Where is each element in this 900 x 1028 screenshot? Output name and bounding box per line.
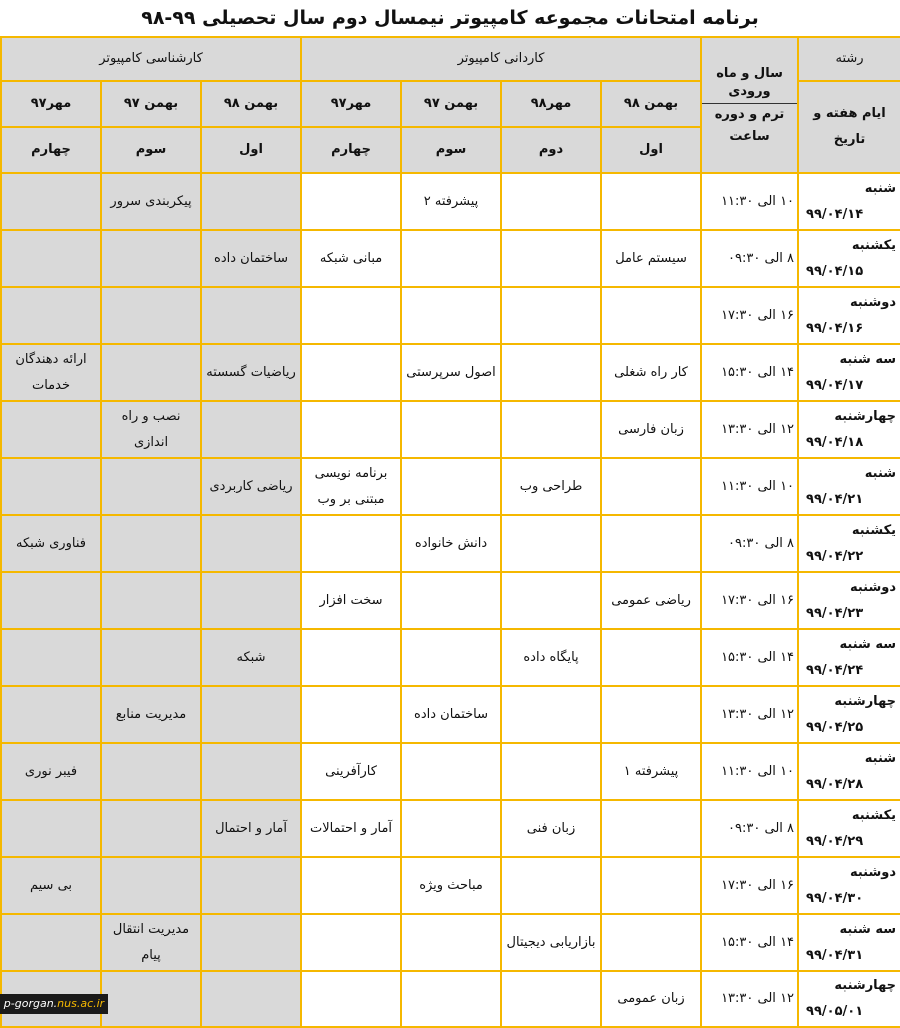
- day-date-cell: [798, 515, 900, 572]
- table-row: [1, 629, 900, 686]
- day-date-cell: [798, 173, 900, 230]
- term-header: چهارم: [301, 127, 401, 173]
- table-row: [1, 857, 900, 914]
- course-cell: [601, 800, 701, 857]
- exam-time: ۱۴ الی ۱۵:۳۰: [701, 629, 798, 686]
- course-cell: [601, 914, 701, 971]
- course-cell: [1, 230, 101, 287]
- course-cell: [101, 287, 201, 344]
- day-date-cell: [798, 800, 900, 857]
- exam-time: ۱۲ الی ۱۳:۳۰: [701, 971, 798, 1027]
- course-cell: مدیریت انتقال پیام: [101, 914, 201, 971]
- entry-header: مهر۹۸: [501, 81, 601, 127]
- course-cell: زبان فارسی: [601, 401, 701, 458]
- course-cell: [201, 743, 301, 800]
- kardani-header: کاردانی کامپیوتر: [301, 37, 701, 81]
- course-cell: [401, 800, 501, 857]
- course-cell: [501, 572, 601, 629]
- course-cell: [601, 515, 701, 572]
- course-cell: پیشرفته ۲: [401, 173, 501, 230]
- day-name: دوشنبه: [849, 579, 897, 595]
- exam-date: ۹۹/۰۴/۱۴: [806, 206, 864, 222]
- course-cell: [501, 971, 601, 1027]
- exam-time: ۱۶ الی ۱۷:۳۰: [701, 572, 798, 629]
- course-cell: سخت افزار: [301, 572, 401, 629]
- course-cell: [401, 401, 501, 458]
- course-cell: [301, 971, 401, 1027]
- exam-time: ۱۶ الی ۱۷:۳۰: [701, 857, 798, 914]
- day-name: شنبه: [864, 180, 897, 196]
- course-cell: [301, 515, 401, 572]
- course-cell: طراحی وب: [501, 458, 601, 515]
- day-name: یکشنبه: [851, 522, 897, 538]
- exam-time: ۸ الی ۰۹:۳۰: [701, 515, 798, 572]
- day-date-cell: [798, 230, 900, 287]
- table-row: [1, 287, 900, 344]
- exam-time: ۸ الی ۰۹:۳۰: [701, 800, 798, 857]
- course-cell: پایگاه داده: [501, 629, 601, 686]
- course-cell: [201, 572, 301, 629]
- course-cell: بازاریابی دیجیتال: [501, 914, 601, 971]
- exam-date: ۹۹/۰۴/۲۳: [806, 605, 864, 621]
- course-cell: [1, 458, 101, 515]
- course-cell: فیبر نوری: [1, 743, 101, 800]
- course-cell: ریاضی عمومی: [601, 572, 701, 629]
- entry-header: بهمن ۹۷: [401, 81, 501, 127]
- day-date-cell: [798, 287, 900, 344]
- course-cell: بی سیم: [1, 857, 101, 914]
- watermark-accent: nus.ac.ir: [57, 997, 105, 1010]
- course-cell: [201, 515, 301, 572]
- entry-header: مهر۹۷: [1, 81, 101, 127]
- course-cell: آمار و احتمال: [201, 800, 301, 857]
- course-cell: شبکه: [201, 629, 301, 686]
- term-header: چهارم: [1, 127, 101, 173]
- course-cell: [1, 914, 101, 971]
- course-cell: [401, 287, 501, 344]
- exam-date: ۹۹/۰۵/۰۱: [806, 1004, 864, 1019]
- exam-date: ۹۹/۰۴/۲۴: [806, 662, 864, 678]
- exam-date: ۹۹/۰۴/۲۹: [806, 833, 864, 849]
- day-date-cell: [798, 686, 900, 743]
- course-cell: [101, 857, 201, 914]
- course-cell: [601, 686, 701, 743]
- exam-time: ۱۴ الی ۱۵:۳۰: [701, 914, 798, 971]
- course-cell: مدیریت منابع: [101, 686, 201, 743]
- table-row: [1, 515, 900, 572]
- course-cell: [101, 344, 201, 401]
- table-row: [1, 230, 900, 287]
- course-cell: پیکربندی سرور: [101, 173, 201, 230]
- table-row: [1, 572, 900, 629]
- course-cell: [201, 173, 301, 230]
- day-date-cell: [798, 401, 900, 458]
- exam-date: ۹۹/۰۴/۳۰: [806, 890, 864, 906]
- course-cell: فناوری شبکه: [1, 515, 101, 572]
- course-cell: [401, 572, 501, 629]
- course-cell: [201, 971, 301, 1027]
- day-date-cell: [798, 344, 900, 401]
- term-header: اول: [601, 127, 701, 173]
- course-cell: آمار و احتمالات: [301, 800, 401, 857]
- course-cell: ساختمان داده: [401, 686, 501, 743]
- course-cell: [301, 686, 401, 743]
- exam-date: ۹۹/۰۴/۱۶: [806, 320, 864, 336]
- watermark-prefix: p-gorgan.: [3, 997, 58, 1010]
- day-name: چهارشنبه: [834, 408, 897, 424]
- day-name: یکشنبه: [851, 807, 897, 823]
- course-cell: ریاضی کاربردی: [201, 458, 301, 515]
- entry-header: بهمن ۹۷: [101, 81, 201, 127]
- day-date-cell: [798, 857, 900, 914]
- table-row: [1, 686, 900, 743]
- course-cell: [401, 914, 501, 971]
- course-cell: [1, 401, 101, 458]
- entry-header: بهمن ۹۸: [601, 81, 701, 127]
- exam-time: ۱۰ الی ۱۱:۳۰: [701, 458, 798, 515]
- day-name: شنبه: [864, 750, 897, 766]
- course-cell: زبان عمومی: [601, 971, 701, 1027]
- course-cell: [401, 230, 501, 287]
- course-cell: [601, 287, 701, 344]
- day-date-cell: [798, 971, 900, 1027]
- exam-date: ۹۹/۰۴/۲۸: [806, 776, 864, 792]
- exam-time: ۸ الی ۰۹:۳۰: [701, 230, 798, 287]
- exam-time: ۱۰ الی ۱۱:۳۰: [701, 173, 798, 230]
- course-cell: [401, 629, 501, 686]
- course-cell: [601, 629, 701, 686]
- day-name: سه شنبه: [839, 636, 897, 652]
- table-row: [1, 458, 900, 515]
- course-cell: کار راه شغلی: [601, 344, 701, 401]
- course-cell: [601, 458, 701, 515]
- day-name: یکشنبه: [851, 237, 897, 253]
- day-name: سه شنبه: [839, 351, 897, 367]
- course-cell: [201, 857, 301, 914]
- course-cell: [101, 572, 201, 629]
- course-cell: [301, 344, 401, 401]
- day-date-cell: [798, 914, 900, 971]
- table-row: [1, 800, 900, 857]
- exam-schedule-table: [0, 36, 900, 1028]
- karshenasi-header: کارشناسی کامپیوتر: [1, 37, 301, 81]
- course-cell: [501, 344, 601, 401]
- course-cell: [101, 743, 201, 800]
- exam-time: ۱۰ الی ۱۱:۳۰: [701, 743, 798, 800]
- course-cell: [101, 629, 201, 686]
- course-cell: [1, 572, 101, 629]
- site-watermark: [0, 994, 108, 1014]
- day-name: سه شنبه: [839, 921, 897, 937]
- term-label: ترم و دوره: [714, 106, 785, 122]
- exam-time: ۱۶ الی ۱۷:۳۰: [701, 287, 798, 344]
- term-header: سوم: [101, 127, 201, 173]
- table-row: [1, 344, 900, 401]
- course-cell: [501, 743, 601, 800]
- course-cell: [301, 287, 401, 344]
- course-cell: [1, 173, 101, 230]
- course-cell: [501, 401, 601, 458]
- course-cell: مباحث ویژه: [401, 857, 501, 914]
- course-cell: [1, 287, 101, 344]
- hour-label: ساعت: [729, 128, 770, 144]
- course-cell: [101, 230, 201, 287]
- header-row-major: [1, 37, 900, 81]
- course-cell: سیستم عامل: [601, 230, 701, 287]
- course-cell: [501, 686, 601, 743]
- table-row: [1, 914, 900, 971]
- major-header: رشته: [798, 37, 900, 81]
- course-cell: [301, 914, 401, 971]
- course-cell: ارائه دهندگان خدمات: [1, 344, 101, 401]
- page-title: برنامه امتحانات مجموعه کامپیوتر نیمسال دوم سال تحصیلی ۹۹-۹۸: [141, 7, 759, 29]
- term-header: دوم: [501, 127, 601, 173]
- entry-header: مهر۹۷: [301, 81, 401, 127]
- course-cell: [601, 857, 701, 914]
- course-cell: [601, 173, 701, 230]
- table-row: [1, 401, 900, 458]
- exam-date: ۹۹/۰۴/۲۱: [806, 491, 864, 507]
- course-cell: [201, 401, 301, 458]
- day-date-header: ایام هفته و تاریخ: [798, 81, 900, 173]
- exam-time: ۱۲ الی ۱۳:۳۰: [701, 401, 798, 458]
- entry-label: سال و ماه ورودی: [702, 63, 797, 104]
- corner-header: [701, 37, 798, 173]
- exam-date: ۹۹/۰۴/۲۲: [806, 548, 864, 564]
- day-date-cell: [798, 572, 900, 629]
- term-header: اول: [201, 127, 301, 173]
- course-cell: [401, 743, 501, 800]
- exam-date: ۹۹/۰۴/۱۵: [806, 263, 864, 279]
- course-cell: اصول سرپرستی: [401, 344, 501, 401]
- day-name: شنبه: [864, 465, 897, 481]
- course-cell: [101, 515, 201, 572]
- day-name: دوشنبه: [849, 294, 897, 310]
- exam-date: ۹۹/۰۴/۳۱: [806, 947, 864, 963]
- exam-time: ۱۴ الی ۱۵:۳۰: [701, 344, 798, 401]
- day-name: چهارشنبه: [834, 693, 897, 709]
- course-cell: پیشرفته ۱: [601, 743, 701, 800]
- course-cell: [1, 629, 101, 686]
- course-cell: [501, 287, 601, 344]
- day-date-cell: [798, 629, 900, 686]
- course-cell: برنامه نویسی مبتنی بر وب: [301, 458, 401, 515]
- day-date-cell: [798, 458, 900, 515]
- course-cell: زبان فنی: [501, 800, 601, 857]
- entry-header: بهمن ۹۸: [201, 81, 301, 127]
- course-cell: نصب و راه اندازی: [101, 401, 201, 458]
- course-cell: [201, 914, 301, 971]
- exam-date: ۹۹/۰۴/۲۵: [806, 719, 864, 735]
- course-cell: [301, 401, 401, 458]
- course-cell: [501, 857, 601, 914]
- course-cell: ریاضیات گسسته: [201, 344, 301, 401]
- day-name: دوشنبه: [849, 864, 897, 880]
- course-cell: [101, 971, 201, 1027]
- course-cell: [101, 458, 201, 515]
- course-cell: [201, 686, 301, 743]
- day-name: چهارشنبه: [834, 978, 897, 993]
- course-cell: [501, 230, 601, 287]
- course-cell: [501, 173, 601, 230]
- course-cell: کارآفرینی: [301, 743, 401, 800]
- table-row: [1, 971, 900, 1027]
- term-header: سوم: [401, 127, 501, 173]
- course-cell: [101, 800, 201, 857]
- course-cell: [1, 800, 101, 857]
- course-cell: [401, 458, 501, 515]
- course-cell: مبانی شبکه: [301, 230, 401, 287]
- exam-time: ۱۲ الی ۱۳:۳۰: [701, 686, 798, 743]
- course-cell: [301, 173, 401, 230]
- course-cell: [201, 287, 301, 344]
- exam-date: ۹۹/۰۴/۱۷: [806, 377, 864, 393]
- course-cell: [1, 686, 101, 743]
- course-cell: [301, 629, 401, 686]
- course-cell: [401, 971, 501, 1027]
- exam-date: ۹۹/۰۴/۱۸: [806, 434, 864, 450]
- table-row: [1, 173, 900, 230]
- table-row: [1, 743, 900, 800]
- day-date-cell: [798, 743, 900, 800]
- course-cell: ساختمان داده: [201, 230, 301, 287]
- course-cell: [301, 857, 401, 914]
- course-cell: دانش خانواده: [401, 515, 501, 572]
- course-cell: [501, 515, 601, 572]
